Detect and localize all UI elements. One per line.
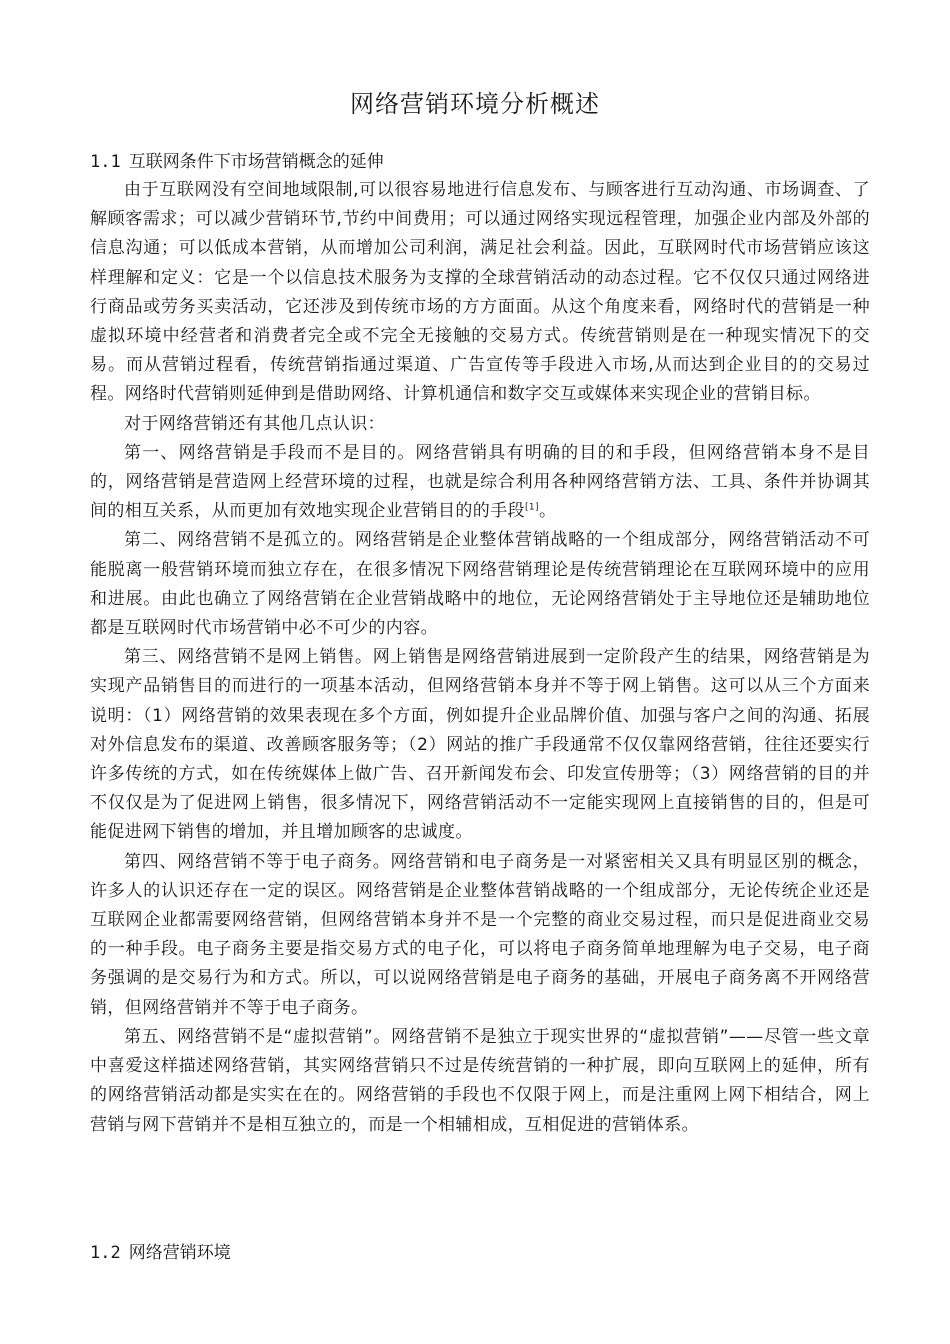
paragraph-text-end: 。 [538,501,557,522]
section-number: 1.1 [90,152,121,172]
citation-marker: [1] [525,502,539,513]
section-heading-1-2 [90,1241,231,1265]
section-title: 网络营销环境 [128,1243,231,1263]
paragraph: 对于网络营销还有其他几点认识： [124,413,385,434]
section-heading-1-1 [90,150,384,174]
paragraph: 第四、网络营销不等于电子商务。网络营销和电子商务是一对紧密相关又具有明显区别的概念，许多人的认识还存在一定的误区。网络营销是企业整体营销战略的一个组成部分，无论传统企业还是互联网企业都需要网络营销，但网络营销本身并不是一个完整的商业交易过程，而只是促进商业交易的一种手段。电子商务主要是指交易方式的电子化，可以将电子商务简单地理解为电子交易，电子商务强调的是交易行为和方式。所以，可以说网络营销是电子商务的基础，开展电子商务离不开网络营销，但网络营销并不等于电子商务。 [90,851,870,1018]
section-title: 互联网条件下市场营销概念的延伸 [128,152,384,172]
section-body [90,176,870,1140]
section-number: 1.2 [90,1243,121,1263]
paragraph-text: 第一、网络营销是手段而不是目的。网络营销具有明确的目的和手段，但网络营销本身不是目的，网络营销是营造网上经营环境的过程，也就是综合利用各种网络营销方法、工具、条件并协调其间的相互关系，从而更加有效地实现企业营销目的的手段 [90,442,870,522]
paragraph: 由于互联网没有空间地域限制,可以很容易地进行信息发布、与顾客进行互动沟通、市场调查、了解顾客需求；可以减少营销环节,节约中间费用；可以通过网络实现远程管理，加强企业内部及外部的信息沟通；可以低成本营销，从而增加公司利润，满足社会利益。因此，互联网时代市场营销应该这样理解和定义：它是一个以信息技术服务为支撑的全球营销活动的动态过程。它不仅仅只通过网络进行商品或劳务买卖活动，它还涉及到传统市场的方方面面。从这个角度来看，网络时代的营销是一种虚拟环境中经营者和消费者完全或不完全无接触的交易方式。传统营销则是在一种现实情况下的交易。而从营销过程看，传统营销指通过渠道、广告宣传等手段进入市场,从而达到企业目的的交易过程。网络时代营销则延伸到是借助网络、计算机通信和数字交互或媒体来实现企业的营销目标。 [90,180,870,405]
paragraph: 第三、网络营销不是网上销售。网上销售是网络营销进展到一定阶段产生的结果，网络营销是为实现产品销售目的而进行的一项基本活动，但网络营销本身并不等于网上销售。这可以从三个方面来说明：（1）网络营销的效果表现在多个方面，例如提升企业品牌价值、加强与客户之间的沟通、拓展对外信息发布的渠道、改善顾客服务等；（2）网站的推广手段通常不仅仅靠网络营销，往往还要实行许多传统的方式，如在传统媒体上做广告、召开新闻发布会、印发宣传册等；（3）网络营销的目的并不仅仅是为了促进网上销售，很多情况下，网络营销活动不一定能实现网上直接销售的目的，但是可能促进网下销售的增加，并且增加顾客的忠诚度。 [90,647,870,843]
paragraph [90,439,870,527]
document-title: 网络营销环境分析概述 [350,90,600,118]
paragraph: 第五、网络营销不是“虚拟营销”。网络营销不是独立于现实世界的“虚拟营销”——尽管一些文章中喜爱这样描述网络营销，其实网络营销只不过是传统营销的一种扩展，即向互联网上的延伸，所有的网络营销活动都是实实在在的。网络营销的手段也不仅限于网上，而是注重网上网下相结合，网上营销与网下营销并不是相互独立的，而是一个相辅相成，互相促进的营销体系。 [90,1026,870,1135]
paragraph: 第二、网络营销不是孤立的。网络营销是企业整体营销战略的一个组成部分，网络营销活动不可能脱离一般营销环境而独立存在，在很多情况下网络营销理论是传统营销理论在互联网环境中的应用和进展。由此也确立了网络营销在企业营销战略中的地位，无论网络营销处于主导地位还是辅助地位都是互联网时代市场营销中必不可少的内容。 [90,530,870,639]
